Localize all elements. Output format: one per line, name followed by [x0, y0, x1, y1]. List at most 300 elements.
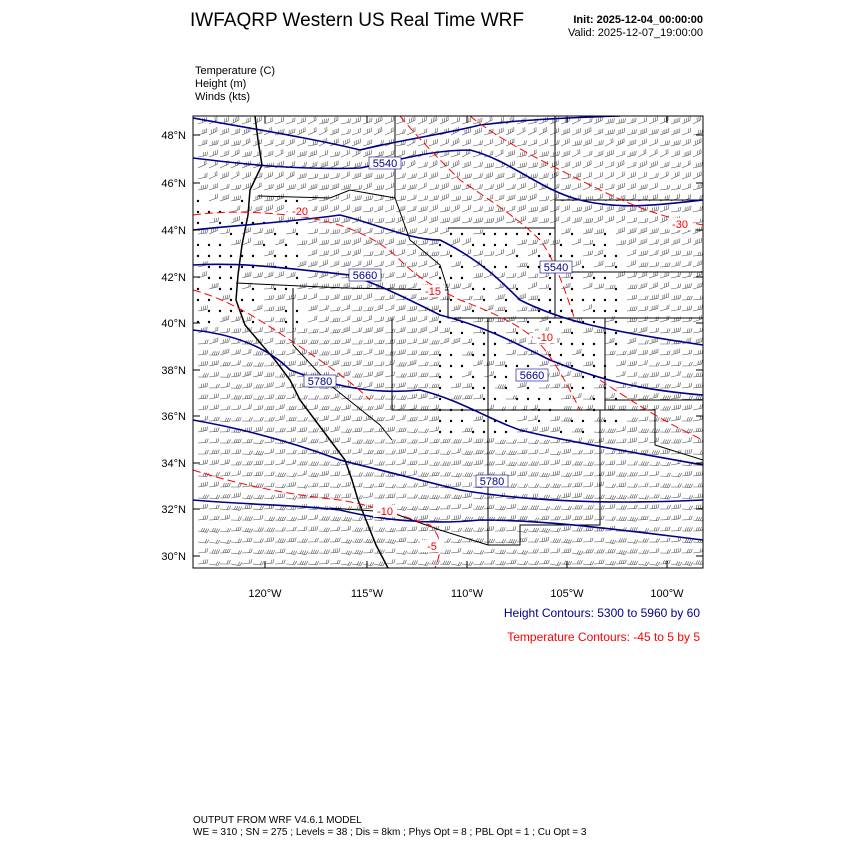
wind-barb	[352, 206, 361, 212]
wind-barb	[561, 539, 572, 543]
wind-barb	[649, 183, 657, 190]
wind-barb	[341, 415, 351, 421]
wind-barb	[605, 184, 614, 190]
wind-barb	[550, 539, 561, 543]
wind-barb-calm	[582, 266, 584, 268]
wind-barb	[297, 461, 307, 465]
wind-barb-calm	[230, 266, 232, 268]
wind-barb	[539, 196, 549, 201]
wind-barb	[572, 461, 583, 465]
wind-barb-calm	[593, 354, 595, 356]
wind-barb	[484, 526, 494, 531]
wind-barb	[693, 493, 703, 498]
wind-barb-calm	[516, 288, 518, 290]
wind-barb	[627, 162, 636, 168]
wind-barb	[594, 261, 603, 267]
wind-barb	[341, 118, 351, 124]
wind-barb	[451, 216, 460, 223]
wind-barb	[462, 117, 471, 124]
wind-barb-calm	[494, 398, 496, 400]
wind-barb	[418, 172, 427, 179]
wind-barb	[220, 418, 231, 422]
wind-barb-calm	[527, 365, 529, 367]
wind-barb	[561, 283, 570, 289]
wind-barb	[539, 360, 549, 366]
wind-barb	[550, 471, 560, 476]
wind-barb	[275, 539, 286, 543]
wind-barb-calm	[538, 310, 540, 312]
wind-barb	[693, 372, 703, 377]
wind-barb	[539, 316, 548, 323]
wind-barb	[517, 216, 525, 223]
wind-barb	[638, 495, 649, 499]
wind-barb	[517, 263, 527, 267]
wind-barb-calm	[494, 233, 496, 235]
wind-barb	[693, 305, 702, 311]
wind-barb	[594, 505, 605, 509]
wind-barb	[407, 506, 418, 510]
wind-barb	[253, 362, 264, 366]
wind-barb-calm	[571, 343, 573, 345]
wind-barb	[693, 261, 702, 268]
wind-barb	[682, 150, 691, 157]
wind-barb	[473, 296, 483, 301]
wind-barb	[660, 462, 671, 466]
wind-barb	[429, 426, 439, 432]
wind-barb	[539, 473, 550, 477]
wind-barb	[352, 238, 360, 245]
wind-barb	[352, 472, 363, 476]
wind-barb	[308, 526, 318, 531]
wind-barb	[594, 129, 603, 136]
wind-barb	[198, 152, 208, 157]
wind-barb	[550, 562, 561, 566]
wind-barb	[297, 450, 307, 455]
wind-barb	[649, 262, 659, 267]
temperature-label: -10	[537, 332, 553, 344]
wind-barb	[209, 127, 217, 135]
wind-barb	[451, 383, 461, 388]
wind-barb	[220, 139, 229, 146]
wind-barb	[484, 361, 494, 366]
wind-barb	[319, 351, 330, 355]
wind-barb	[517, 538, 527, 543]
wind-barb	[550, 384, 560, 389]
border-wy	[448, 228, 555, 318]
wind-barb-calm	[439, 398, 441, 400]
wind-barb-calm	[241, 299, 243, 301]
wind-barb	[440, 462, 451, 466]
wind-barb-calm	[197, 211, 199, 213]
wind-barb	[330, 407, 341, 411]
wind-barb	[231, 149, 239, 157]
wind-barb	[341, 338, 351, 344]
y-axis-labels	[161, 130, 186, 563]
wind-barb	[341, 493, 351, 498]
wind-barb	[418, 128, 427, 135]
wind-barb	[616, 118, 626, 124]
wind-barb	[649, 517, 660, 521]
wind-barb	[385, 360, 394, 366]
wind-barb	[429, 340, 439, 344]
wind-barb	[352, 427, 362, 432]
wind-barb	[264, 338, 273, 345]
height-label: 5660	[352, 270, 378, 282]
wind-barb	[671, 118, 680, 125]
wind-barb	[583, 495, 594, 499]
wind-barb	[528, 193, 536, 201]
wind-barb	[242, 272, 251, 278]
wind-barb	[605, 561, 616, 565]
wind-barb	[682, 362, 692, 366]
wind-barb	[462, 139, 471, 146]
field-height: Height (m)	[195, 78, 247, 90]
wind-barb	[561, 138, 569, 146]
wind-barb	[297, 127, 305, 135]
wind-barb	[352, 417, 362, 422]
wind-barb	[638, 283, 647, 290]
wind-barb	[396, 327, 405, 333]
wind-barb	[528, 139, 537, 146]
wind-barb	[418, 473, 429, 477]
wind-barb	[198, 539, 209, 543]
wind-barb	[671, 171, 679, 179]
wind-barb	[660, 205, 669, 212]
wind-barb-calm	[230, 233, 232, 235]
wind-barb	[264, 550, 275, 554]
wind-barb	[484, 371, 494, 377]
wind-barb	[330, 128, 339, 135]
wind-barb	[363, 293, 372, 300]
wind-barb	[671, 473, 682, 477]
wind-barb	[638, 429, 649, 433]
wind-barb	[209, 218, 219, 224]
wind-barb-calm	[582, 420, 584, 422]
wind-barb	[649, 384, 659, 388]
wind-barb	[407, 339, 417, 345]
wind-barb	[539, 218, 549, 223]
wind-barb-calm	[472, 376, 474, 378]
wind-barb	[308, 561, 319, 565]
wind-barb	[407, 228, 416, 234]
wind-barb	[231, 539, 242, 543]
wind-barb	[297, 561, 308, 565]
wind-barb	[396, 538, 406, 543]
wind-barb	[297, 151, 306, 157]
wind-barb-calm	[241, 200, 243, 202]
wind-barb	[638, 306, 648, 311]
wind-barb	[209, 460, 219, 465]
y-tick-label: 30°N	[161, 551, 186, 563]
wind-barb	[561, 383, 571, 388]
wind-barb	[275, 351, 285, 355]
wind-barb	[198, 405, 208, 410]
wind-barb-calm	[296, 277, 298, 279]
wind-barb-calm	[450, 299, 452, 301]
wind-barb	[649, 538, 660, 542]
wind-barb	[495, 384, 506, 388]
wind-barb	[407, 262, 417, 267]
height-contour-labels	[304, 157, 572, 488]
wind-barb	[275, 328, 285, 334]
wind-barb	[671, 483, 682, 487]
wind-barb	[374, 350, 384, 355]
wind-barb	[418, 383, 428, 388]
wind-barb	[671, 361, 681, 366]
wind-barb-calm	[527, 321, 529, 323]
wind-barb	[385, 329, 395, 333]
wind-barb	[407, 494, 418, 498]
wind-barb	[198, 559, 208, 564]
wind-barb	[583, 327, 593, 333]
wind-barb	[385, 405, 395, 410]
wind-barb	[198, 383, 208, 388]
wind-barb	[682, 238, 691, 245]
wind-barb	[539, 506, 550, 510]
wind-barb	[473, 394, 483, 399]
wind-barb	[660, 171, 668, 179]
wind-barb	[649, 139, 657, 146]
wind-barb	[220, 229, 230, 234]
wind-barb	[506, 550, 517, 554]
wind-barb	[484, 505, 494, 509]
wind-barb	[209, 372, 219, 377]
wind-barb	[671, 184, 681, 190]
wind-barb	[231, 417, 241, 421]
wind-barb	[330, 517, 341, 521]
wind-barb	[583, 395, 594, 399]
wind-barb	[429, 351, 439, 356]
wind-barb	[220, 459, 230, 465]
wind-barb	[220, 483, 230, 487]
wind-barb-calm	[274, 255, 276, 257]
wind-barb	[649, 117, 657, 125]
wind-barb	[308, 249, 317, 256]
wind-barb	[385, 238, 394, 245]
wind-barb	[286, 450, 296, 454]
wind-barb	[330, 229, 340, 234]
wind-barb	[583, 272, 592, 278]
wind-barb	[605, 118, 614, 124]
wind-barb-calm	[263, 244, 265, 246]
wind-barb	[583, 405, 593, 410]
wind-barb	[209, 540, 220, 544]
wind-barb	[396, 484, 407, 488]
wind-barb-calm	[197, 255, 199, 257]
wind-barb	[462, 383, 472, 388]
wind-barb	[264, 449, 274, 454]
wind-barb	[418, 240, 428, 245]
wind-barb-calm	[505, 431, 507, 433]
wind-barb	[660, 396, 671, 400]
wind-barb-calm	[560, 354, 562, 356]
wind-barb	[231, 349, 241, 355]
wind-barb	[352, 517, 363, 521]
wind-barb	[286, 460, 296, 465]
wind-barb	[407, 360, 416, 366]
wind-barb	[231, 449, 241, 454]
wind-barb	[308, 473, 319, 477]
wind-barb	[506, 440, 517, 444]
wind-barb	[649, 462, 660, 466]
wind-barb-calm	[604, 255, 606, 257]
wind-barb-calm	[538, 420, 540, 422]
wind-barb-calm	[296, 200, 298, 202]
wind-barb	[660, 372, 670, 377]
wind-barb	[693, 483, 703, 487]
wind-barb	[352, 396, 363, 400]
wind-barb	[649, 417, 659, 421]
y-tick-label: 38°N	[161, 365, 186, 377]
wind-barb	[649, 527, 659, 531]
wind-barb	[352, 351, 362, 355]
wind-barb	[264, 528, 275, 532]
wind-barb	[495, 294, 504, 300]
wind-barb	[583, 462, 594, 466]
wind-barb-calm	[582, 354, 584, 356]
wind-barb-calm	[450, 233, 452, 235]
wind-barb	[242, 528, 253, 532]
wind-barb	[528, 528, 539, 532]
wind-barb	[330, 393, 339, 399]
wind-barb	[286, 184, 295, 190]
wind-barb	[429, 450, 439, 454]
wind-barb	[682, 206, 691, 213]
wind-barb	[297, 117, 306, 124]
wind-barb	[550, 416, 560, 421]
wind-barb	[407, 195, 416, 201]
wind-barb	[583, 549, 593, 553]
wind-barb	[462, 218, 472, 224]
wind-barb	[242, 227, 251, 234]
wind-barb	[198, 427, 208, 433]
wind-barb	[462, 305, 471, 311]
wind-barb	[638, 172, 647, 179]
wind-barb	[264, 406, 274, 410]
wind-barb	[385, 316, 394, 322]
wind-barb-calm	[560, 310, 562, 312]
wind-barb	[396, 415, 405, 421]
wind-barb	[440, 338, 449, 345]
wind-barb	[330, 560, 340, 564]
wind-barb	[220, 315, 229, 322]
wind-barb	[473, 360, 482, 366]
wind-barb	[253, 506, 264, 510]
wind-barb	[209, 405, 219, 411]
wind-barb	[341, 517, 352, 521]
wind-barb	[583, 515, 593, 520]
wind-barb	[473, 506, 484, 510]
wind-barb	[583, 283, 592, 289]
wind-barb	[682, 516, 692, 520]
wind-barb	[517, 462, 528, 466]
wind-barb	[660, 328, 670, 333]
wind-barb	[506, 350, 516, 355]
wind-barb	[682, 251, 692, 257]
wind-barb	[594, 495, 605, 499]
wind-barb	[517, 205, 525, 212]
wind-barb-calm	[604, 299, 606, 301]
wind-barb	[253, 116, 261, 124]
wind-barb-calm	[219, 288, 221, 290]
wind-barb	[605, 316, 614, 322]
model-footer	[193, 815, 586, 839]
wind-barb	[209, 562, 220, 566]
wind-barb	[484, 438, 494, 443]
wind-barb	[275, 549, 285, 553]
wind-barb-calm	[296, 321, 298, 323]
wind-barb	[682, 283, 692, 289]
wind-barb	[682, 296, 692, 300]
wind-barb	[550, 451, 561, 455]
wind-barb	[440, 183, 448, 191]
wind-barb	[275, 484, 286, 488]
wind-barb	[220, 560, 230, 564]
wind-barb	[286, 517, 297, 521]
wind-barb	[198, 439, 208, 443]
wind-barb	[539, 516, 549, 520]
wind-barb	[209, 171, 217, 179]
wind-barb	[462, 238, 470, 245]
wind-barb	[638, 360, 647, 366]
wind-barb	[671, 150, 680, 157]
wind-barb	[418, 527, 428, 531]
wind-barb	[638, 461, 649, 465]
wind-barb	[209, 384, 219, 388]
wind-barb	[539, 384, 550, 388]
wind-barb-calm	[439, 321, 441, 323]
wind-barb	[561, 395, 571, 399]
wind-barb	[341, 551, 352, 555]
wind-barb	[561, 561, 572, 565]
wind-barb	[275, 374, 286, 378]
wind-barb-calm	[549, 321, 551, 323]
wind-barb	[198, 515, 208, 520]
wind-barb	[440, 227, 449, 234]
wind-barb	[605, 150, 613, 157]
wind-barb	[539, 161, 548, 168]
wind-barb	[330, 183, 339, 190]
wind-barb	[473, 184, 482, 190]
wind-barb	[308, 405, 318, 410]
wind-barb	[231, 372, 241, 377]
wind-barb	[330, 471, 340, 476]
wind-barb	[330, 318, 340, 322]
wind-barb	[275, 459, 285, 465]
wind-barb	[418, 338, 428, 344]
wind-barb	[671, 238, 680, 245]
wind-barb	[451, 482, 461, 487]
wind-barb	[264, 140, 273, 146]
wind-barb	[506, 526, 516, 531]
wind-barb	[396, 284, 406, 289]
wind-barb	[253, 194, 262, 201]
wind-barb-calm	[538, 398, 540, 400]
temperature-contour-labels	[288, 205, 692, 553]
wind-barb	[451, 504, 461, 509]
wind-barb	[341, 316, 350, 323]
wind-barb	[209, 338, 218, 345]
wind-barb	[374, 494, 385, 498]
wind-barb	[550, 372, 560, 377]
wind-barb	[473, 438, 483, 443]
wind-barb	[528, 405, 538, 410]
wind-barb-calm	[439, 354, 441, 356]
wind-barb	[638, 505, 648, 510]
wind-barb	[341, 205, 350, 212]
wind-barb	[440, 439, 450, 443]
wind-barb	[374, 473, 385, 477]
